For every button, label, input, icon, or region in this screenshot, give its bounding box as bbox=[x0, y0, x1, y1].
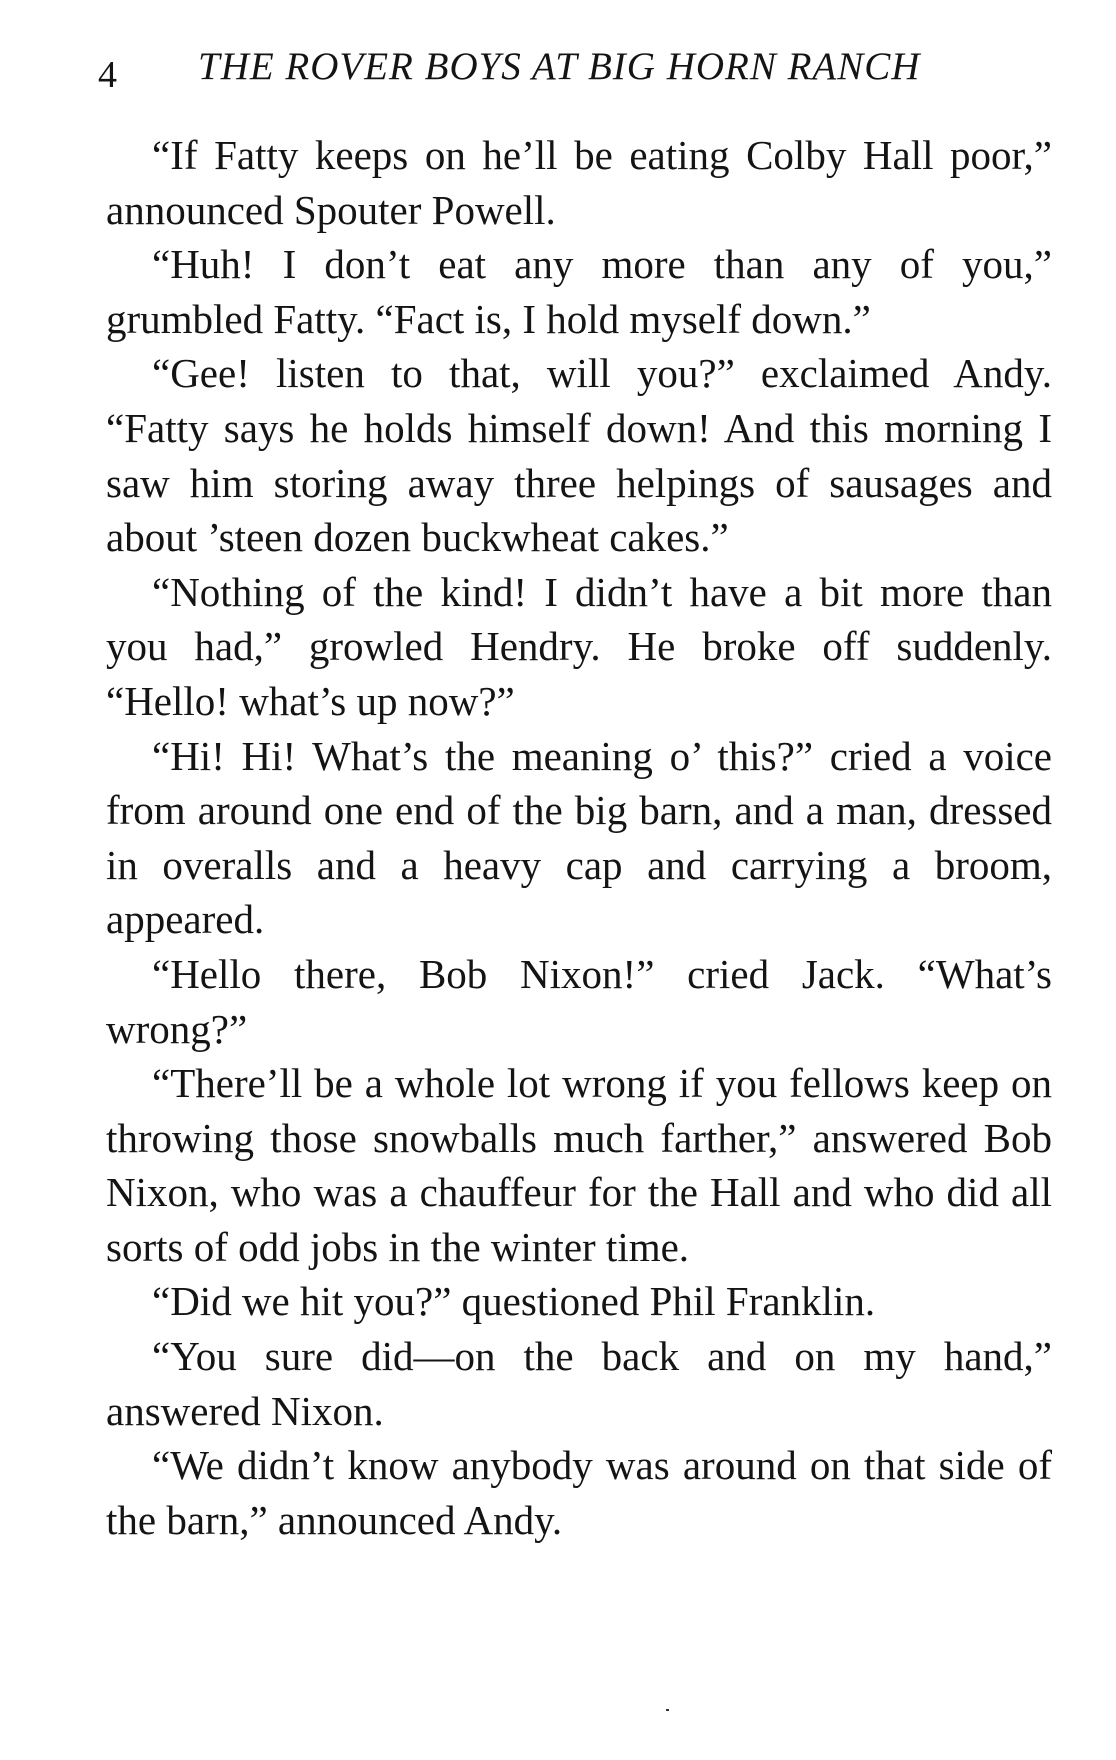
paragraph: “There’ll be a whole lot wrong if you fellows keep on throwing those snowballs much farther,” answered Bob Nixon, who was a chauffeur for the Hall and who did all sorts of odd jobs in the winter time. bbox=[106, 1060, 1052, 1270]
paragraph: “If Fatty keeps on he’ll be eating Colby Hall poor,” announced Spouter Powell. bbox=[106, 132, 1052, 233]
paragraph: “Hi! Hi! What’s the meaning o’ this?” cried a voice from around one end of the big barn, and a man, dressed in overalls and a heavy cap and carrying a broom, appeared. bbox=[106, 732, 1052, 943]
body-text bbox=[106, 128, 1052, 1547]
paragraph: “You sure did—on the back and on my hand,” answered Nixon. bbox=[106, 1333, 1052, 1434]
running-title: THE ROVER BOYS AT BIG HORN RANCH bbox=[198, 45, 921, 88]
paragraph: “Hello there, Bob Nixon!” cried Jack. “What’s wrong?” bbox=[106, 950, 1052, 1052]
print-speck bbox=[666, 1709, 669, 1711]
paragraph: “Gee! listen to that, will you?” exclaimed Andy. “Fatty says he holds himself down! And this morning I saw him storing away three helpings of sausages and about ’steen dozen buckwheat cakes.” bbox=[106, 350, 1052, 561]
paragraph: “Nothing of the kind! I didn’t have a bit more than you had,” growled Hendry. He broke off suddenly. “Hello! what’s up now?” bbox=[106, 568, 1052, 724]
page-number: 4 bbox=[98, 54, 118, 96]
paragraph: “Did we hit you?” questioned Phil Franklin. bbox=[152, 1278, 876, 1325]
paragraph: “We didn’t know anybody was around on that side of the barn,” announced Andy. bbox=[106, 1442, 1052, 1543]
running-head bbox=[98, 42, 998, 96]
paragraph: “Huh! I don’t eat any more than any of you,” grumbled Fatty. “Fact is, I hold myself down.” bbox=[106, 241, 1052, 342]
